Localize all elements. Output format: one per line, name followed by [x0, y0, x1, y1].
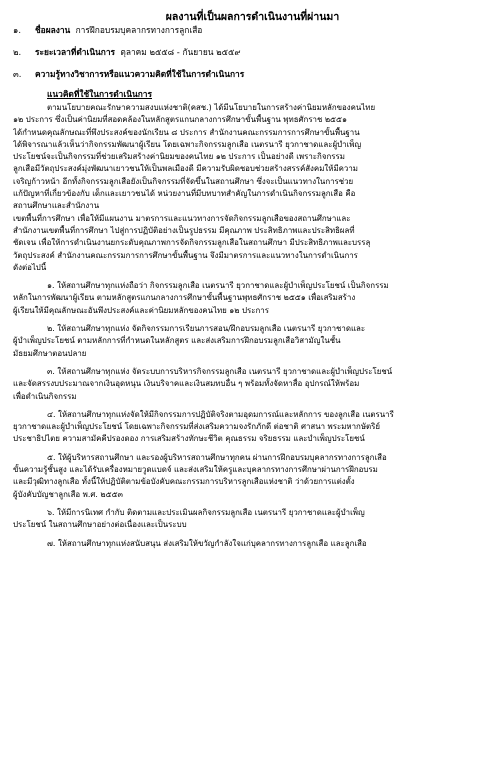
text-line: ประโยชน์จะเป็นกิจกรรมที่ช่วยเสริมสร้างค่านิยมของคนไทย ๑๒ ประการ เป็นอย่างดี เพราะกิจกรรม — [13, 152, 345, 162]
text-line: เจริญก้าวหน้า อีกทั้งกิจกรรมลูกเสือยังเป็นกิจกรรมที่จัดขึ้นในสถานศึกษา ซึ่งจะเป็นแนวทางในการช่วย — [13, 176, 354, 186]
text-line: ๒. ให้สถานศึกษาทุกแห่ง จัดกิจกรรมการเรียนการสอน/ฝึกอบรมลูกเสือ เนตรนารี ยุวกาชาดและ — [47, 324, 366, 334]
text-line: ๕. ให้ผู้บริหารสถานศึกษา และรองผู้บริหารสถานศึกษาทุกคน ผ่านการฝึกอบรมบุคลากรทางการลูกเสือ — [47, 452, 387, 462]
text-line: มัธยมศึกษาตอนปลาย — [13, 348, 87, 358]
paragraph — [13, 409, 492, 446]
text-line: ผู้บำเพ็ญประโยชน์ ตามหลักการที่กำหนดในหลักสูตร และส่งเสริมการฝึกอบรมลูกเสือวิสามัญในชั้น — [13, 336, 341, 346]
paragraph — [13, 323, 492, 360]
text-line: วัตถุประสงค์ สำนักงานคณะกรรมการการศึกษาขั้นพื้นฐาน จึงมีมาตรการและแนวทางในการดำเนินการ — [13, 250, 358, 260]
paragraph — [13, 102, 492, 274]
item-label: ชื่อผลงาน — [35, 25, 71, 35]
item-value: ตุลาคม ๒๕๕๘ - กันยายน ๒๕๕๙ — [120, 47, 241, 57]
item-period — [13, 46, 492, 58]
text-line: และมีวุฒิทางลูกเสือ ทั้งนี้ให้ปฏิบัติตามข้อบังคับคณะกรรมการบริหารลูกเสือแห่งชาติ ว่าด้วยการแต่งตั้ง — [13, 477, 355, 487]
text-line: ได้กำหนดคุณลักษณะที่พึงประสงค์ของนักเรียน ๘ ประการ สำนักงานคณะกรรมการการศึกษาขั้นพื้นฐาน — [13, 127, 360, 137]
text-line: ๑๒ ประการ ซึ่งเป็นค่านิยมที่สอดคล้องในหลักสูตรแกนกลางการศึกษาขั้นพื้นฐาน พุทธศักราช ๒๕๕๑ — [13, 115, 347, 125]
text-line: ๑. ให้สถานศึกษาทุกแห่งถือว่า กิจกรรมลูกเสือ เนตรนารี ยุวกาชาดและผู้บำเพ็ญประโยชน์ เป็นกิจกรรม — [47, 281, 389, 291]
body-text — [13, 102, 492, 550]
item-label: ระยะเวลาที่ดำเนินการ — [35, 47, 116, 57]
item-name — [13, 24, 492, 36]
text-line: สำนักงานเขตพื้นที่การศึกษา ไปสู่การปฏิบัติอย่างเป็นรูปธรรม มีคุณภาพ ประสิทธิภาพและประสิทธิผลที่ — [13, 225, 355, 235]
paragraph — [13, 507, 492, 532]
item-number: ๓. — [13, 69, 22, 79]
text-line: ขั้นความรู้ชั้นสูง และได้รับเครื่องหมายวูดแบดจ์ และส่งเสริมให้ครูและบุคลากรทางการศึกษาผ่านการฝึกอบรม — [13, 465, 378, 475]
item-number: ๒. — [13, 47, 22, 57]
text-line: ๓. ให้สถานศึกษาทุกแห่ง จัดระบบการบริหารกิจกรรมลูกเสือ เนตรนารี ยุวกาชาดและผู้บำเพ็ญประโยชน์ — [47, 366, 393, 376]
text-line: หลักในการพัฒนาผู้เรียน ตามหลักสูตรแกนกลางการศึกษาขั้นพื้นฐานพุทธศักราช ๒๕๕๑ เพื่อเสริมสร้าง — [13, 293, 356, 303]
text-line: ผู้บังคับบัญชาลูกเสือ พ.ศ. ๒๕๕๓ — [13, 489, 123, 499]
text-line: ลูกเสือมีวัตถุประสงค์มุ่งพัฒนาเยาวชนให้เป็นพลเมืองดี มีความรับผิดชอบช่วยสร้างสรรค์สังคมให้มีความ — [13, 164, 358, 174]
text-line: ตามนโยบายคณะรักษาความสงบแห่งชาติ(คสช.) ได้มีนโยบายในการสร้างค่านิยมหลักของคนไทย — [47, 103, 376, 112]
paragraph — [13, 538, 492, 550]
text-line: ยุวกาชาดและผู้บำเพ็ญประโยชน์ โดยเฉพาะกิจกรรมที่ส่งเสริมความจงรักภักดี ต่อชาติ ศาสนา พระมหากษัตริย์ — [13, 422, 381, 432]
subheading: แนวคิดที่ใช้ในการดำเนินการ — [47, 89, 152, 99]
text-line: เขตพื้นที่การศึกษา เพื่อให้มีแผนงาน มาตรการและแนวทางการจัดกิจกรรมลูกเสือของสถานศึกษาและ — [13, 213, 351, 223]
text-line: เพื่อดำเนินกิจกรรม — [13, 391, 77, 401]
text-line: ๖. ให้มีการนิเทศ กำกับ ติดตามและประเมินผลกิจกรรมลูกเสือ เนตรนารี ยุวกาชาดและผู้บำเพ็ญ — [47, 507, 365, 517]
item-value: การฝึกอบรมบุคลากรทางการลูกเสือ — [75, 25, 203, 35]
item-concept — [13, 68, 492, 80]
text-line: ดังต่อไปนี้ — [13, 262, 47, 272]
text-line: ผู้เรียนให้มีคุณลักษณะอันพึงประสงค์และค่านิยมหลักของคนไทย ๑๒ ประการ — [13, 305, 269, 315]
item-number: ๑. — [13, 25, 21, 35]
item-label: ความรู้ทางวิชาการหรือแนวความคิดที่ใช้ในการดำเนินการ — [35, 69, 245, 79]
text-line: แก้ปัญหาที่เกี่ยวข้องกับ เด็กและเยาวชนได้ หน่วยงานที่มีบทบาทสำคัญในการดำเนินกิจกรรมลูกเสือ คือ — [13, 189, 356, 199]
text-line: ประโยชน์ ในสถานศึกษาอย่างต่อเนื่องและเป็นระบบ — [13, 520, 187, 530]
paragraph — [13, 366, 492, 403]
paragraph — [13, 280, 492, 317]
text-line: ๔. ให้สถานศึกษาทุกแห่งจัดให้มีกิจกรรมการปฏิบัติจริงตามอุดมการณ์และหลักการ ของลูกเสือ เนตรนารี — [47, 409, 394, 419]
text-line: ชัดเจน เพื่อให้การดำเนินงานยกระดับคุณภาพการจัดกิจกรรมลูกเสือในสถานศึกษา มีประสิทธิภาพและบรรลุ — [13, 238, 371, 248]
page-title: ผลงานที่เป็นผลการดำเนินงานที่ผ่านมา — [165, 11, 340, 23]
text-line: สถานศึกษาและสำนักงาน — [13, 201, 100, 211]
text-line: ๗. ให้สถานศึกษาทุกแห่งสนับสนุน ส่งเสริมให้ขวัญกำลังใจแก่บุคลากรทางการลูกเสือ และลูกเสือ — [47, 538, 367, 548]
text-line: ประชาธิปไตย ความสามัคคีปรองดอง การเสริมสร้างทักษะชีวิต คุณธรรม จริยธรรม และบำเพ็ญประโยชน์ — [13, 434, 365, 444]
text-line: และจัดสรรงบประมาณจากเงินอุดหนุน เงินบริจาคและเงินสมทบอื่น ๆ พร้อมทั้งจัดหาสื่อ อุปกรณ์ให้พร้อม — [13, 379, 360, 389]
paragraph — [13, 452, 492, 501]
text-line: ได้พิจารณาแล้วเห็นว่ากิจกรรมพัฒนาผู้เรียน โดยเฉพาะกิจกรรมลูกเสือ เนตรนารี ยุวกาชาดและผู้บำเพ็ญ — [13, 139, 362, 149]
